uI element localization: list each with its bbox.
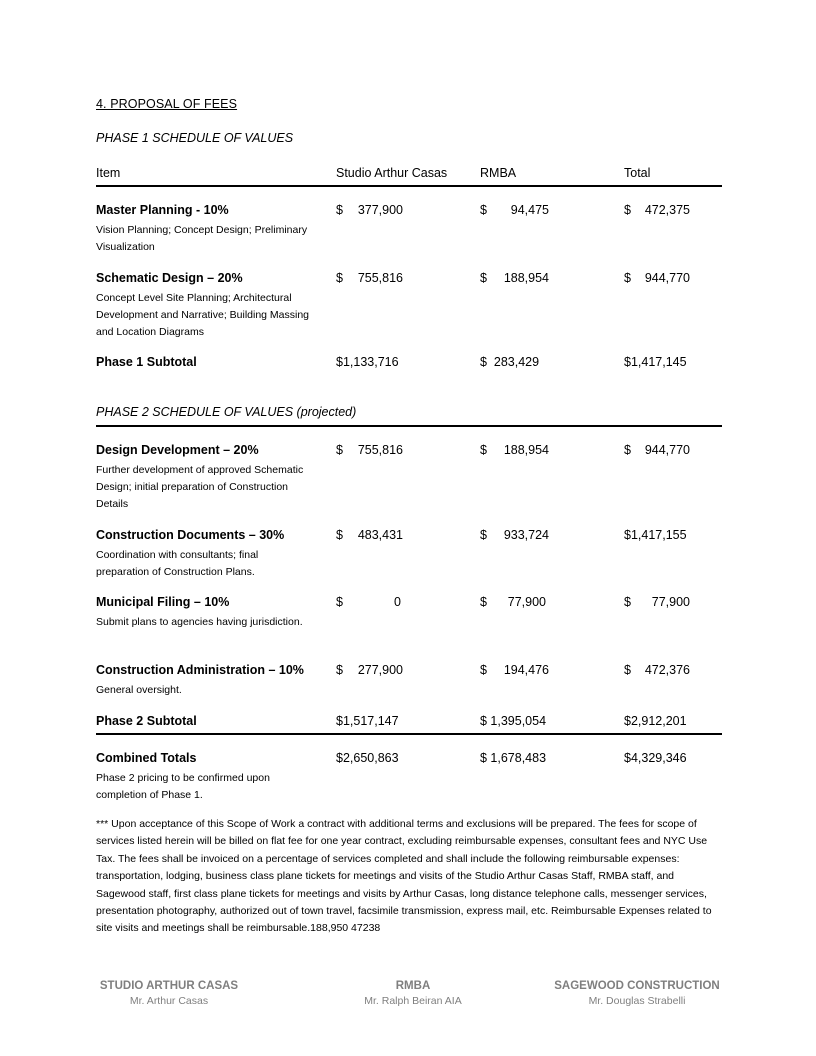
column-header-studio: Studio Arthur Casas <box>336 166 448 180</box>
studio-subtotal: $1,133,716 <box>336 355 399 369</box>
footer-person: Mr. Douglas Strabelli <box>588 995 686 1007</box>
item-description: Coordination with consultants; final preparation of Construction Plans. <box>96 549 259 578</box>
footer-org: STUDIO ARTHUR CASAS <box>99 980 239 992</box>
item-description: Submit plans to agencies having jurisdiction. <box>96 616 303 628</box>
item-name: Schematic Design – 20% <box>96 271 243 285</box>
signature-footer <box>96 978 722 1018</box>
total-fee: $ 472,375 <box>624 203 690 217</box>
item-name: Construction Administration – 10% <box>96 663 304 677</box>
column-header-total: Total <box>624 166 651 180</box>
total-fee: $ 77,900 <box>624 595 690 609</box>
rmba-fee: $ 188,954 <box>480 271 549 285</box>
studio-combined: $2,650,863 <box>336 751 399 765</box>
item-description: Further development of approved Schematic Design; initial preparation of Construction Details <box>96 464 304 510</box>
item-description: General oversight. <box>96 684 182 696</box>
combined-label: Combined Totals <box>96 751 197 765</box>
rmba-fee: $ 94,475 <box>480 203 549 217</box>
item-name: Construction Documents – 30% <box>96 528 285 542</box>
item-description: Concept Level Site Planning; Architectural Development and Narrative; Building Massing and Location Diagrams <box>96 292 310 338</box>
footer-person: Mr. Arthur Casas <box>129 995 209 1007</box>
studio-fee: $ 377,900 <box>336 203 403 217</box>
column-header-item: Item <box>96 166 121 180</box>
studio-fee: $ 755,816 <box>336 443 403 457</box>
terms-notes: *** Upon acceptance of this Scope of Work a contract with additional terms and exclusions will be prepared. The fees for scope of services listed herein will be billed on flat fee for one year contract, excluding reimbursable expenses, consultant fees and NYC Use Tax. The fees shall be invoiced on a percentage of services completed and shall include the following reimbursable expenses: transportation, lodging, business class plane tickets for meetings and visits of the Studio Arthur Casas Staff, RMBA staff, and Sagewood staff, first class plane tickets for meetings and visits by Arthur Casas, long distance telephone calls, messenger services, presentation photography, authorized out of town travel, facsimile transmission, express mail, etc. Reimbursable Expenses related to site visits and meetings shall be reimbursable.188,950 47238 <box>96 818 712 935</box>
item-description: Vision Planning; Concept Design; Preliminary Visualization <box>96 224 308 253</box>
total-subtotal: $2,912,201 <box>624 714 687 728</box>
footer-org: SAGEWOOD CONSTRUCTION <box>554 980 720 992</box>
rmba-fee: $ 933,724 <box>480 528 549 542</box>
total-combined: $4,329,346 <box>624 751 687 765</box>
phase2-title: PHASE 2 SCHEDULE OF VALUES (projected) <box>96 405 357 419</box>
item-name: Design Development – 20% <box>96 443 259 457</box>
rmba-fee: $ 188,954 <box>480 443 549 457</box>
rmba-subtotal: $ 283,429 <box>480 355 540 369</box>
subtotal-label: Phase 2 Subtotal <box>96 714 197 728</box>
section-title: 4. PROPOSAL OF FEES <box>96 97 238 111</box>
footer-org: RMBA <box>395 980 431 992</box>
rmba-fee: $ 77,900 <box>480 595 546 609</box>
header-divider <box>96 185 722 187</box>
total-fee: $ 472,376 <box>624 663 690 677</box>
footer-person: Mr. Ralph Beiran AIA <box>364 995 462 1007</box>
total-fee: $ 944,770 <box>624 443 690 457</box>
combined-divider <box>96 733 722 735</box>
rmba-fee: $ 194,476 <box>480 663 549 677</box>
total-subtotal: $1,417,145 <box>624 355 687 369</box>
item-name: Municipal Filing – 10% <box>96 595 230 609</box>
studio-fee: $ 0 <box>336 595 401 609</box>
column-header-rmba: RMBA <box>480 166 517 180</box>
item-name: Master Planning - 10% <box>96 203 229 217</box>
footer-sagewood <box>552 978 722 1008</box>
phase2-divider <box>96 425 722 427</box>
subtotal-label: Phase 1 Subtotal <box>96 355 197 369</box>
footer-studio <box>96 978 242 1008</box>
phase1-title: PHASE 1 SCHEDULE OF VALUES <box>96 131 294 145</box>
total-fee: $ 944,770 <box>624 271 690 285</box>
studio-fee: $ 277,900 <box>336 663 403 677</box>
studio-fee: $ 483,431 <box>336 528 403 542</box>
rmba-subtotal: $ 1,395,054 <box>480 714 547 728</box>
combined-description: Phase 2 pricing to be confirmed upon completion of Phase 1. <box>96 772 270 801</box>
studio-fee: $ 755,816 <box>336 271 403 285</box>
rmba-combined: $ 1,678,483 <box>480 751 547 765</box>
studio-subtotal: $1,517,147 <box>336 714 399 728</box>
footer-rmba <box>336 978 490 1008</box>
